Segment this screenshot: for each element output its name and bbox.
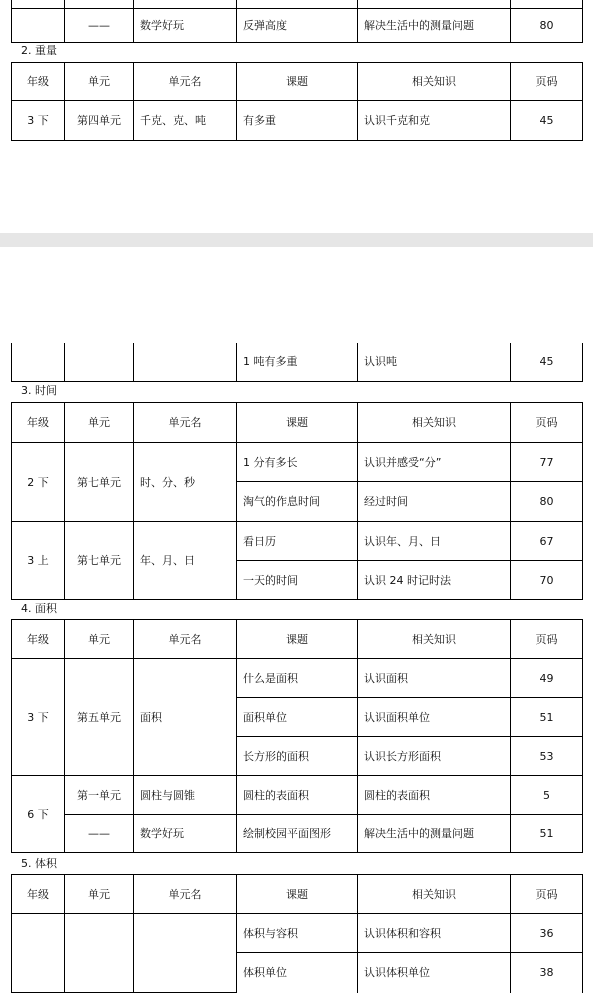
table-header-row: 年级 单元 单元名 课题 相关知识 页码 xyxy=(12,620,583,659)
table-row: 长方形的面积 认识长方形面积 53 xyxy=(12,737,583,776)
page-separator xyxy=(0,233,593,247)
table-row: —— 数学好玩 绘制校园平面图形 解决生活中的测量问题 51 xyxy=(12,815,583,853)
table-header-row: 年级 单元 单元名 课题 相关知识 页码 xyxy=(12,63,583,101)
section-title-time: 3. 时间 xyxy=(21,384,57,397)
table-row: 体积与容积 认识体积和容积 36 xyxy=(12,914,583,953)
document-page-2 xyxy=(0,247,593,993)
table-header-row: 年级 单元 单元名 课题 相关知识 页码 xyxy=(12,875,583,914)
table-row: 3 下 第五单元 面积 什么是面积 认识面积 49 xyxy=(12,659,583,698)
table-row: 一天的时间 认识 24 时记时法 70 xyxy=(12,561,583,600)
section-title-volume: 5. 体积 xyxy=(21,857,57,870)
weight-table-continued xyxy=(11,343,583,382)
table-row: 3 上 第七单元 年、月、日 看日历 认识年、月、日 67 xyxy=(12,522,583,561)
time-table xyxy=(11,402,583,600)
section-title-weight: 2. 重量 xyxy=(21,44,57,57)
table-header-row: 年级 单元 单元名 课题 相关知识 页码 xyxy=(12,403,583,443)
section-title-area: 4. 面积 xyxy=(21,602,57,615)
weight-table xyxy=(11,62,583,141)
area-table xyxy=(11,619,583,853)
document-page-1 xyxy=(0,0,593,233)
table-row: 淘气的作息时间 经过时间 80 xyxy=(12,482,583,522)
table-row: —— 数学好玩 反弹高度 解决生活中的测量问题 80 xyxy=(12,8,583,42)
table-row: 体积单位 认识体积单位 38 xyxy=(12,953,583,993)
table-row: 2 下 第七单元 时、分、秒 1 分有多长 认识并感受“分” 77 xyxy=(12,443,583,482)
table-row: 面积单位 认识面积单位 51 xyxy=(12,698,583,737)
table-row: 3 下 第四单元 千克、克、吨 有多重 认识千克和克 45 xyxy=(12,101,583,141)
table-row: 6 下 第一单元 圆柱与圆锥 圆柱的表面积 圆柱的表面积 5 xyxy=(12,776,583,815)
volume-table xyxy=(11,874,583,993)
measurement-table-tail xyxy=(11,0,583,43)
table-row: 1 吨有多重 认识吨 45 xyxy=(12,343,583,381)
